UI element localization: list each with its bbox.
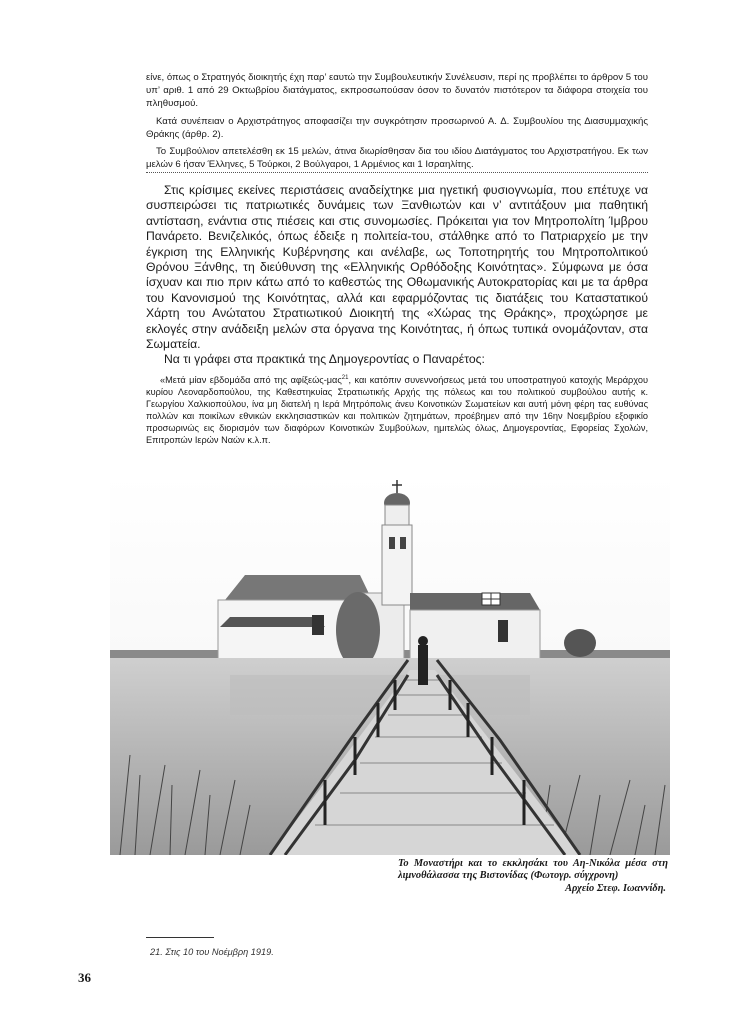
photo-credit: Αρχείο Στεφ. Ιωαννίδη. bbox=[565, 882, 666, 894]
monastery-photograph bbox=[110, 475, 670, 855]
caption-text: Το Μοναστήρι και το εκκλησάκι του Αη-Νικόλα μέσα στη λιμνοθάλασσα της Βιστονίδας (Φωτογρ. σύγχρονη) bbox=[398, 858, 668, 882]
quote-text-start: «Μετά μίαν εβδομάδα από της αφίξεώς-μας bbox=[160, 375, 342, 385]
preceding-text-block bbox=[146, 71, 648, 175]
page-number: 36 bbox=[78, 970, 91, 985]
footnote-reference[interactable]: 21 bbox=[341, 374, 349, 381]
main-text-block bbox=[146, 183, 648, 368]
dotted-separator bbox=[146, 172, 648, 175]
quote-text-end: , και κατόπιν συνεννοήσεως μετά του υποστρατηγού κατοχής Μεράρχου κυρίου Λεοναρδοπούλου, της Καθεστηκυίας Στρατιωτικής Αρχής της πόλεως και του πολιτικού συμβούλου αυτής κ. Γεωργίου Χαλκιοπούλου, ίνα μη διατελή η Ιερά Μητρόπολις άνευ Κοινοτικών Σωματείων και αυτή μόνη φέρη τας ευθύνας πολλών και ποικίλων εθνικών εκκλησιαστικών και πολιτικών ζητημάτων, προέβημεν από την 16ην Νοεμβρίου εξοφικίο προσωρινώς εις διορισμόν των διαφόρων Κοινοτικών Συμβούλων, ημιτελώς όλως, Δημογεροντίας, Εφορείας Σχολών, Επιτροπών Ιερών Ναών κ.λ.π. bbox=[146, 375, 648, 445]
preceding-paragraph: Το Συμβούλιον απετελέσθη εκ 15 μελών, άτινα διωρίσθησαν δια του ιδίου Διατάγματος του Αρχιστρατήγου. Εκ των μελών 6 ήσαν Έλληνες, 5 Τούρκοι, 2 Βούλγαροι, 1 Αρμένιος και 1 Ισραηλίτης. bbox=[146, 146, 648, 171]
preceding-paragraph: είνε, όπως ο Στρατηγός διοικητής έχη παρ’ εαυτώ την Συμβουλευτικήν Συνέλευσιν, περί ης προβλέπει το άρθρον 5 του υπ’ αριθ. 1 από 29 Οκτωβρίου διατάγματος, εκπροσωπούσαν όσον το δυνατόν πιστότερον τα διάφορα στοιχεία του πληθυσμού. bbox=[146, 72, 648, 110]
main-paragraph: Να τι γράφει στα πρακτικά της Δημογεροντίας ο Παναρέτος: bbox=[164, 352, 485, 367]
footnote: 21. Στις 10 του Νοέμβρη 1919. bbox=[150, 947, 274, 957]
quote-paragraph bbox=[146, 374, 648, 446]
footnote-rule bbox=[146, 937, 214, 938]
preceding-paragraph: Κατά συνέπειαν ο Αρχιστράτηγος αποφασίζει την συγκρότησιν προσωρινού Α. Δ. Συμβουλίου της Διασυμμαχικής Θράκης (άρθρ. 2). bbox=[146, 115, 648, 140]
quoted-minutes bbox=[146, 374, 648, 446]
photo-caption bbox=[398, 858, 668, 895]
main-paragraph: Στις κρίσιμες εκείνες περιστάσεις αναδείχτηκε μια ηγετική φυσιογνωμία, που επέτυχε να συσπειρώσει τις πατριωτικές δυνάμεις των Ξανθιωτών και ν’ αντιτάξουν μια παθητική αντίσταση, ενάντια στις πιέσεις και στις συνομωσίες. Πρόκειται για τον Μητροπολίτη Ίμβρου Πανάρετο. Βενιζελικός, όπως έδειξε η πολιτεία-του, στάλθηκε από το Πατριαρχείο με την έγκριση της Ελληνικής Κυβέρνησης και ανέλαβε, ως Τοποτηρητής του Μητροπολιτικού Θρόνου Ξάνθης, τη διεύθυνση της «Ελληνικής Ορθόδοξης Κοινότητας». Σύμφωνα με όσα ίσχυαν και πιο πριν κάτω από το καθεστώς της Οθωμανικής Αυτοκρατορίας και με τα άρθρα του Κανονισμού της Κοινότητας, αλλά και εφαρμόζοντας τις διατάξεις του Καταστατικού Χάρτη του Ανώτατου Στρατιωτικού Διοικητή της «Χώρας της Θράκης», προχώρησε με εκλογές στην ανάδειξη μελών στα όργανα της Κοινότητας, ή όπως τυπικά ονομάζονταν, στα Σωματεία. bbox=[146, 183, 648, 352]
